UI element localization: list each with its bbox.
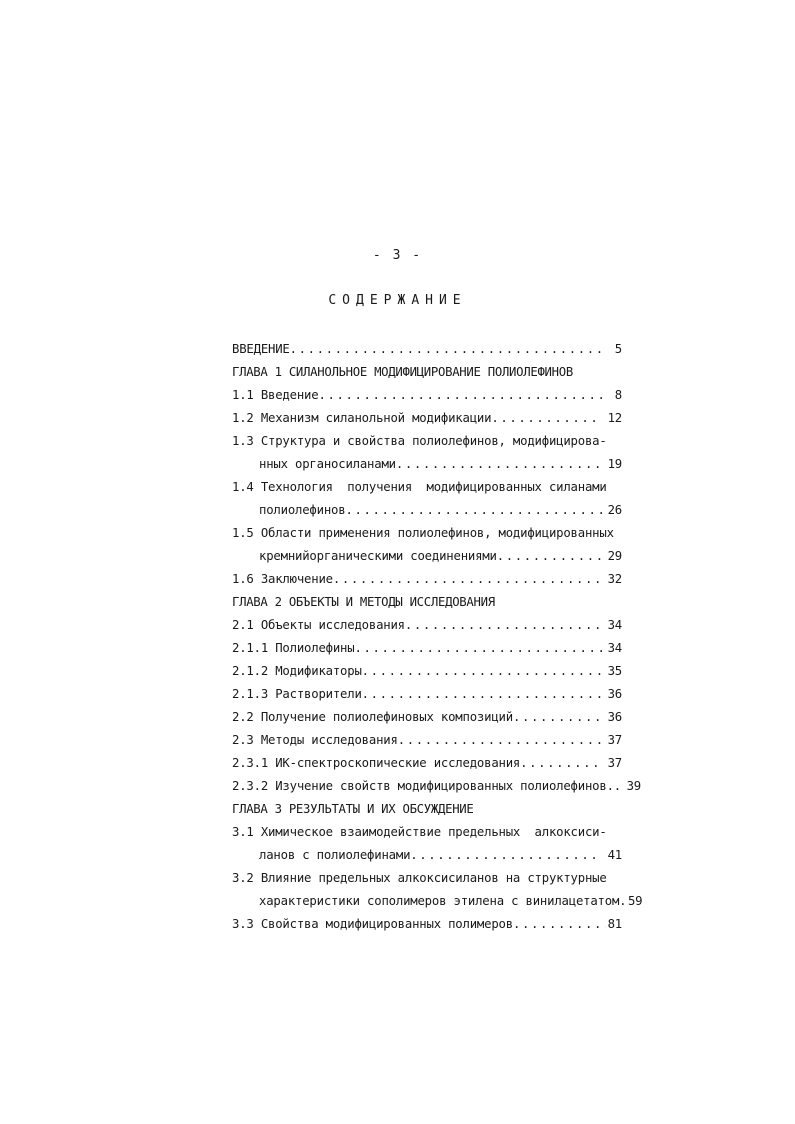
toc-page-number: 5: [614, 342, 622, 356]
dot-leader: [520, 752, 602, 775]
toc-page-number: 34: [607, 618, 622, 632]
toc-entry-label: 2.3.2 Изучение свойств модифицированных полиолефинов..: [232, 779, 621, 793]
toc-entry-1-3[interactable]: [232, 430, 622, 453]
toc-page-number: 34: [607, 641, 622, 655]
dot-leader: [513, 706, 602, 729]
toc-page-number: 35: [607, 664, 622, 678]
toc-entry-1-5[interactable]: [232, 522, 622, 545]
dot-leader: [354, 637, 602, 660]
dot-leader: [491, 407, 602, 430]
toc-entry-1-2[interactable]: [232, 407, 622, 430]
toc-chapter-label: ГЛАВА 2 ОБЪЕКТЫ И МЕТОДЫ ИССЛЕДОВАНИЯ: [232, 595, 495, 609]
toc-page-number: 36: [607, 710, 622, 724]
toc-chapter-1[interactable]: [232, 361, 622, 384]
toc-entry-2-3[interactable]: [232, 729, 622, 752]
toc-entry-label: 2.1.1 Полиолефины: [232, 641, 355, 655]
toc-entry-1-4-continued[interactable]: [232, 499, 622, 522]
toc-entry-label: 1.6 Заключение: [232, 572, 333, 586]
toc-entry-label: 2.1.2 Модификаторы: [232, 664, 362, 678]
toc-entry-label: 2.3 Методы исследования: [232, 733, 398, 747]
dot-leader: [410, 844, 602, 867]
toc-entry-3-3[interactable]: [232, 913, 622, 936]
dot-leader: [513, 913, 606, 936]
dot-leader: [333, 568, 602, 591]
toc-entry-label: 3.1 Химическое взаимодействие предельных алкоксиси-: [232, 825, 607, 839]
toc-entry-2-3-1[interactable]: [232, 752, 622, 775]
toc-page-number: 81: [607, 917, 622, 931]
toc-entry-2-3-2[interactable]: [232, 775, 641, 798]
toc-entry-3-1-continued[interactable]: [232, 844, 622, 867]
toc-entry-3-1[interactable]: [232, 821, 622, 844]
toc-entry-label-continued: кремнийорганическими соединениями: [259, 549, 497, 563]
toc-page-number: 36: [607, 687, 622, 701]
table-of-contents: [232, 338, 643, 936]
toc-entry-2-1[interactable]: [232, 614, 622, 637]
toc-entry-1-6[interactable]: [232, 568, 622, 591]
toc-entry-3-2-continued[interactable]: [232, 890, 643, 913]
toc-entry-label: 2.3.1 ИК-спектроскопические исследования: [232, 756, 521, 770]
toc-page-number: 12: [607, 411, 622, 425]
toc-entry-2-2[interactable]: [232, 706, 622, 729]
toc-page-number: 41: [607, 848, 622, 862]
toc-entry-label-continued: нных органосиланами: [259, 457, 396, 471]
toc-entry-2-1-3[interactable]: [232, 683, 622, 706]
toc-entry-label: 2.1.3 Растворители: [232, 687, 362, 701]
dot-leader: [345, 499, 602, 522]
dot-leader: [396, 453, 602, 476]
toc-page-number: 37: [607, 733, 622, 747]
toc-entry-label: 1.3 Структура и свойства полиолефинов, модифицирова-: [232, 434, 607, 448]
toc-entry-label: ВВЕДЕНИЕ: [232, 342, 290, 356]
toc-page-number: 32: [607, 572, 622, 586]
toc-page-number: 26: [607, 503, 622, 517]
dot-leader: [497, 545, 602, 568]
toc-page-number: 19: [607, 457, 622, 471]
toc-entry-label: 1.4 Технология получения модифицированных силанами: [232, 480, 607, 494]
toc-page-number: 59: [627, 894, 643, 908]
toc-chapter-2[interactable]: [232, 591, 622, 614]
toc-entry-label-continued: ланов с полиолефинами: [259, 848, 411, 862]
dot-leader: [362, 683, 602, 706]
toc-chapter-label: ГЛАВА 3 РЕЗУЛЬТАТЫ И ИХ ОБСУЖДЕНИЕ: [232, 802, 474, 816]
toc-entry-label: 2.1 Объекты исследования: [232, 618, 405, 632]
toc-page-number: 8: [614, 388, 622, 402]
toc-entry-2-1-1[interactable]: [232, 637, 622, 660]
toc-page-number: 39: [626, 779, 641, 793]
toc-entry-2-1-2[interactable]: [232, 660, 622, 683]
dot-leader: [405, 614, 602, 637]
toc-entry-label: 3.3 Свойства модифицированных полимеров: [232, 917, 513, 931]
toc-entry-label: 1.1 Введение: [232, 388, 319, 402]
toc-entry-1-3-continued[interactable]: [232, 453, 622, 476]
toc-entry-3-2[interactable]: [232, 867, 622, 890]
toc-page-number: 29: [607, 549, 622, 563]
dot-leader: [290, 338, 602, 361]
page-number: - 3 -: [372, 248, 423, 263]
dot-leader: [398, 729, 602, 752]
toc-entry-label: 3.2 Влияние предельных алкоксисиланов на структурные: [232, 871, 607, 885]
toc-entry-label-continued: полиолефинов: [259, 503, 346, 517]
toc-page-number: 37: [607, 756, 622, 770]
toc-entry-1-1[interactable]: [232, 384, 622, 407]
toc-entry-label: 1.2 Механизм силанольной модификации: [232, 411, 492, 425]
toc-entry-intro[interactable]: [232, 338, 622, 361]
toc-entry-1-4[interactable]: [232, 476, 622, 499]
toc-entry-label-continued: характеристики сополимеров этилена с винилацетатом.: [259, 894, 627, 908]
toc-entry-1-5-continued[interactable]: [232, 545, 622, 568]
toc-chapter-label: ГЛАВА 1 СИЛАНОЛЬНОЕ МОДИФИЦИРОВАНИЕ ПОЛИОЛЕФИНОВ: [232, 365, 573, 379]
dot-leader: [362, 660, 602, 683]
toc-title: СОДЕРЖАНИЕ: [328, 293, 467, 308]
toc-entry-label: 1.5 Области применения полиолефинов, модифицированных: [232, 526, 614, 540]
toc-chapter-3[interactable]: [232, 798, 622, 821]
toc-entry-label: 2.2 Получение полиолефиновых композиций: [232, 710, 513, 724]
dot-leader: [318, 384, 602, 407]
